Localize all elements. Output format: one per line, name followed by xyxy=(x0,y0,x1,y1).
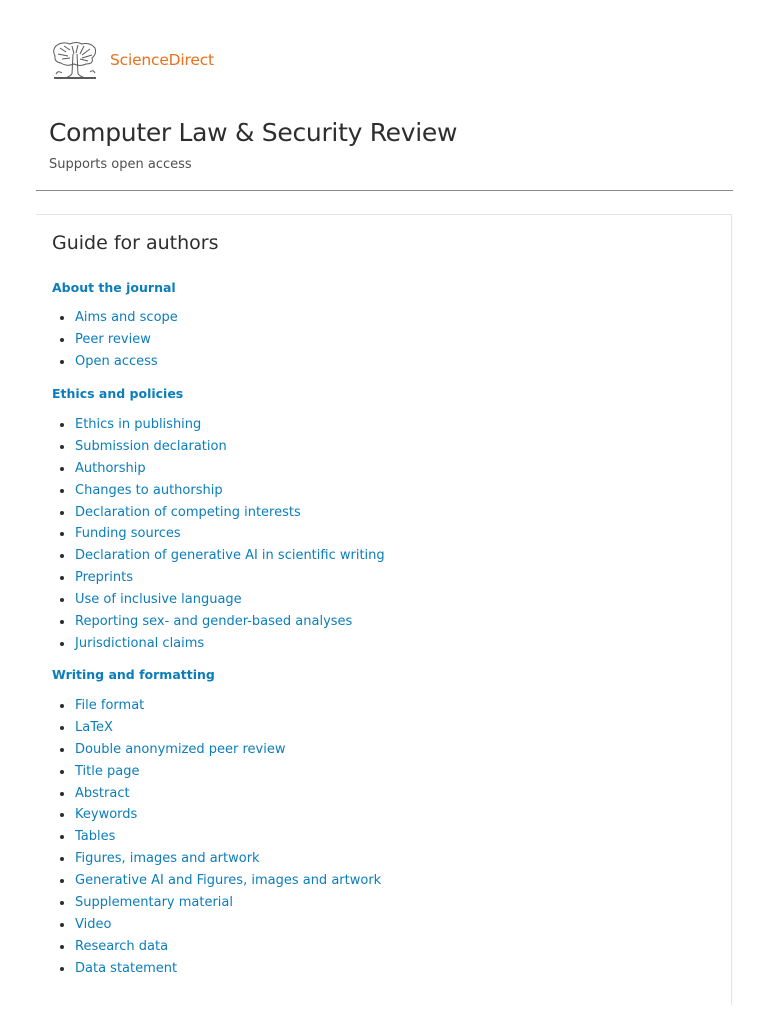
bullet xyxy=(60,316,64,320)
bullet xyxy=(60,748,64,752)
list-item xyxy=(60,914,381,936)
brand-name: ScienceDirect xyxy=(110,51,214,69)
bullet xyxy=(60,598,64,602)
link-keywords[interactable]: Keywords xyxy=(75,807,138,823)
list-item xyxy=(60,761,381,783)
list-item xyxy=(60,567,385,589)
open-access-label: Supports open access xyxy=(49,157,192,172)
link-supplementary-material[interactable]: Supplementary material xyxy=(75,895,233,911)
link-title-page[interactable]: Title page xyxy=(75,763,140,779)
list-item xyxy=(60,936,381,958)
guide-title: Guide for authors xyxy=(52,232,219,254)
link-changes-to-authorship[interactable]: Changes to authorship xyxy=(75,482,223,498)
list-item xyxy=(60,436,385,458)
bullet xyxy=(60,901,64,905)
link-competing-interests[interactable]: Declaration of competing interests xyxy=(75,504,301,520)
list-item xyxy=(60,329,178,351)
list-item xyxy=(60,351,178,373)
list-item xyxy=(60,870,381,892)
link-ethics-in-publishing[interactable]: Ethics in publishing xyxy=(75,417,202,432)
list-item xyxy=(60,717,381,739)
header-divider xyxy=(36,190,733,191)
bullet xyxy=(60,835,64,839)
list-item xyxy=(60,458,385,480)
list-item xyxy=(60,695,381,717)
list-item xyxy=(60,633,385,655)
list-item xyxy=(60,502,385,524)
list-item xyxy=(60,589,385,611)
link-generative-ai-writing[interactable]: Declaration of generative AI in scientific writing xyxy=(75,548,385,564)
bullet xyxy=(60,923,64,927)
bullet xyxy=(60,642,64,646)
bullet xyxy=(60,554,64,558)
journal-title[interactable]: Computer Law & Security Review xyxy=(49,118,458,147)
link-abstract[interactable]: Abstract xyxy=(75,785,130,801)
list-item xyxy=(60,523,385,545)
list-item xyxy=(60,804,381,826)
ethics-and-policies-list xyxy=(60,414,385,655)
section-heading-writing-and-formatting[interactable]: Writing and formatting xyxy=(52,667,215,682)
list-item xyxy=(60,848,381,870)
list-item xyxy=(60,826,381,848)
sciencedirect-logo-link[interactable] xyxy=(52,40,214,80)
link-file-format[interactable]: File format xyxy=(75,698,145,713)
list-item xyxy=(60,783,381,805)
link-generative-ai-figures[interactable]: Generative AI and Figures, images and artwork xyxy=(75,873,382,889)
link-data-statement[interactable]: Data statement xyxy=(75,960,178,976)
bullet xyxy=(60,445,64,449)
link-research-data[interactable]: Research data xyxy=(75,938,169,954)
list-item xyxy=(60,545,385,567)
link-peer-review[interactable]: Peer review xyxy=(75,331,151,347)
writing-and-formatting-list xyxy=(60,695,381,980)
bullet xyxy=(60,857,64,861)
link-submission-declaration[interactable]: Submission declaration xyxy=(75,438,227,454)
bullet xyxy=(60,576,64,580)
link-authorship[interactable]: Authorship xyxy=(75,460,146,476)
link-sex-gender-analyses[interactable]: Reporting sex- and gender-based analyses xyxy=(75,614,353,630)
bullet xyxy=(60,511,64,515)
link-figures-images-artwork[interactable]: Figures, images and artwork xyxy=(75,851,260,867)
bullet xyxy=(60,467,64,471)
list-item xyxy=(60,480,385,502)
list-item xyxy=(60,958,381,980)
bullet xyxy=(60,726,64,730)
section-heading-ethics-and-policies[interactable]: Ethics and policies xyxy=(52,386,184,401)
bullet xyxy=(60,967,64,971)
link-inclusive-language[interactable]: Use of inclusive language xyxy=(75,592,242,608)
link-aims-and-scope[interactable]: Aims and scope xyxy=(75,310,178,325)
bullet xyxy=(60,792,64,796)
bullet xyxy=(60,360,64,364)
list-item xyxy=(60,739,381,761)
about-the-journal-list xyxy=(60,307,178,373)
bullet xyxy=(60,879,64,883)
bullet xyxy=(60,704,64,708)
bullet xyxy=(60,620,64,624)
bullet xyxy=(60,532,64,536)
bullet xyxy=(60,770,64,774)
list-item xyxy=(60,414,385,436)
link-funding-sources[interactable]: Funding sources xyxy=(75,526,181,542)
elsevier-tree-icon xyxy=(52,40,98,80)
section-heading-about-the-journal[interactable]: About the journal xyxy=(52,280,176,295)
link-preprints[interactable]: Preprints xyxy=(75,570,133,586)
link-tables[interactable]: Tables xyxy=(75,829,116,845)
list-item xyxy=(60,892,381,914)
link-double-anonymized-peer-review[interactable]: Double anonymized peer review xyxy=(75,741,286,757)
link-jurisdictional-claims[interactable]: Jurisdictional claims xyxy=(75,635,205,651)
link-latex[interactable]: LaTeX xyxy=(75,719,113,735)
bullet xyxy=(60,338,64,342)
list-item xyxy=(60,307,178,329)
bullet xyxy=(60,945,64,949)
bullet xyxy=(60,423,64,427)
list-item xyxy=(60,611,385,633)
bullet xyxy=(60,813,64,817)
bullet xyxy=(60,489,64,493)
link-open-access[interactable]: Open access xyxy=(75,353,158,369)
link-video[interactable]: Video xyxy=(75,916,112,932)
